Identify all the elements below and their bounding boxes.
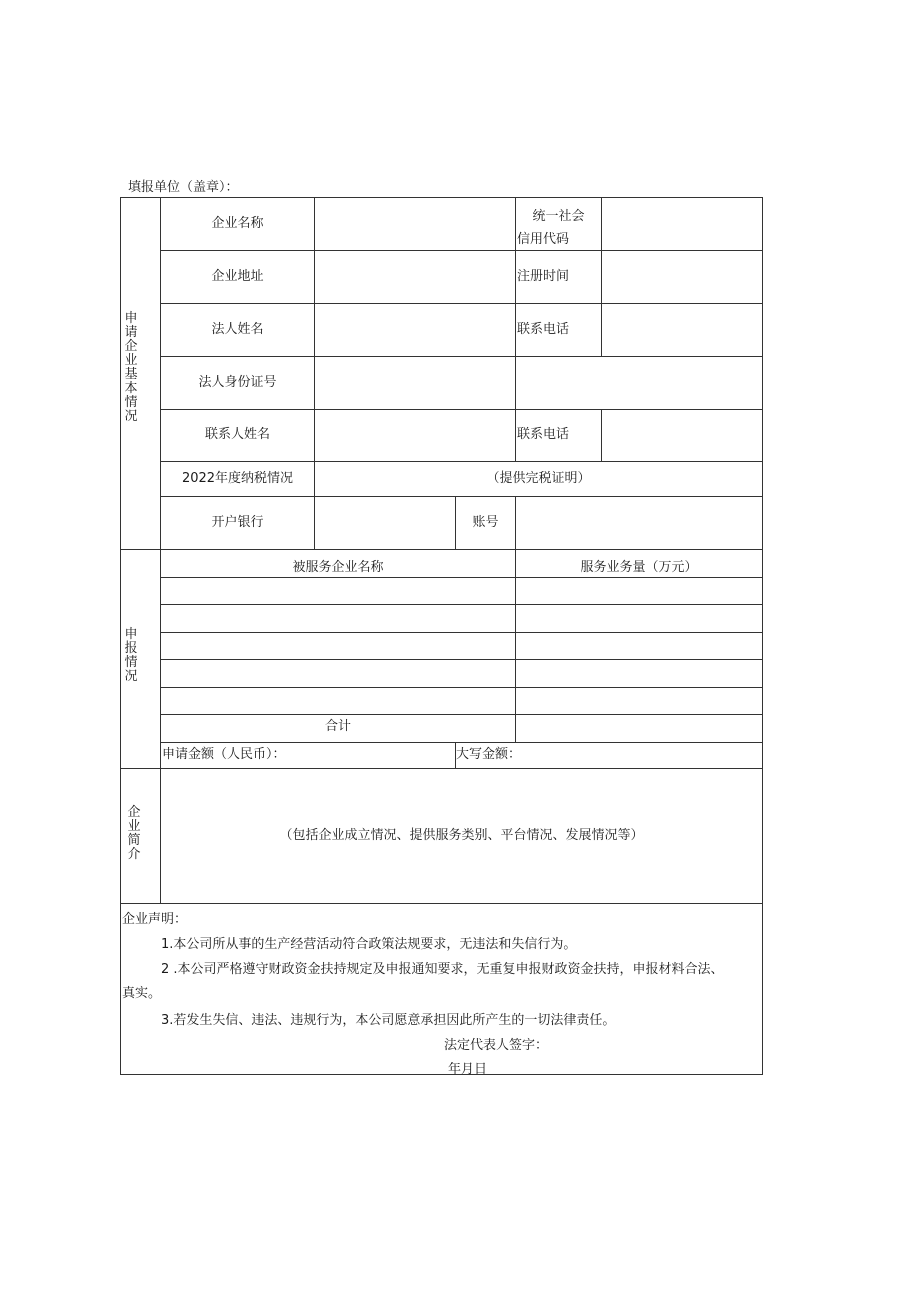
declaration-item-2-line-2: 真实。 <box>122 986 162 1001</box>
tax-note[interactable]: （提供完税证明） <box>486 471 591 486</box>
legal-id-label: 法人身份证号 <box>198 375 277 390</box>
signature-label: 法定代表人签字： <box>444 1038 549 1053</box>
total-amount-field[interactable] <box>516 715 762 742</box>
contact-name-label: 联系人姓名 <box>204 427 270 442</box>
company-address-label: 企业地址 <box>211 269 264 284</box>
account-field[interactable] <box>516 497 762 549</box>
declaration-item-1: 1.本公司所从事的生产经营活动符合政策法规要求，无违法和失信行为。 <box>161 937 577 952</box>
phone-label-1: 联系电话 <box>517 322 570 337</box>
total-label: 合计 <box>324 719 351 734</box>
bank-field[interactable] <box>315 497 455 549</box>
legal-name-label: 法人姓名 <box>211 322 264 337</box>
section-declare-title: 申报情况 <box>124 627 138 684</box>
legal-name-field[interactable] <box>315 304 515 356</box>
tax-label: 2022年度纳税情况 <box>181 471 294 486</box>
date-label-clip <box>448 1062 528 1074</box>
legal-id-field[interactable] <box>315 357 762 409</box>
section-basic-title: 申请企业基本情况 <box>124 311 138 424</box>
table-row[interactable] <box>161 605 515 632</box>
capital-amount-label: 大写金额： <box>456 747 522 762</box>
phone-label-2: 联系电话 <box>517 427 570 442</box>
phone-field-1[interactable] <box>602 304 762 356</box>
register-time-label: 注册时间 <box>517 269 570 284</box>
phone-field-2[interactable] <box>602 410 762 461</box>
date-label: 年月日 <box>448 1062 488 1074</box>
credit-code-label-line1: 统一社会 <box>532 209 585 224</box>
credit-code-label-line2: 信用代码 <box>517 232 570 247</box>
credit-code-field[interactable] <box>602 198 762 250</box>
col-company-header: 被服务企业名称 <box>292 560 384 575</box>
table-row[interactable] <box>161 660 515 687</box>
company-name-label: 企业名称 <box>211 216 264 231</box>
register-time-field[interactable] <box>602 251 762 303</box>
apply-amount-label: 申请金额（人民币）： <box>162 747 286 762</box>
company-name-field[interactable] <box>315 198 515 250</box>
bank-label: 开户银行 <box>211 515 264 530</box>
company-address-field[interactable] <box>315 251 515 303</box>
col-amount-header: 服务业务量（万元） <box>580 560 698 575</box>
account-label: 账号 <box>472 515 499 530</box>
table-row[interactable] <box>161 633 515 659</box>
intro-hint[interactable]: （包括企业成立情况、提供服务类别、平台情况、发展情况等） <box>279 828 644 843</box>
section-intro-title: 企业简介 <box>127 805 141 862</box>
declaration-item-3: 3.若发生失信、违法、违规行为，本公司愿意承担因此所产生的一切法律责任。 <box>161 1013 616 1028</box>
fill-unit-label: 填报单位（盖章）： <box>128 180 239 195</box>
declaration-title: 企业声明： <box>122 912 188 927</box>
declaration-item-2-line-1: 2 .本公司严格遵守财政资金扶持规定及申报通知要求，无重复申报财政资金扶持，申报材料合法、 <box>161 962 724 977</box>
table-row[interactable] <box>161 578 515 604</box>
table-row[interactable] <box>161 688 515 714</box>
contact-name-field[interactable] <box>315 410 515 461</box>
